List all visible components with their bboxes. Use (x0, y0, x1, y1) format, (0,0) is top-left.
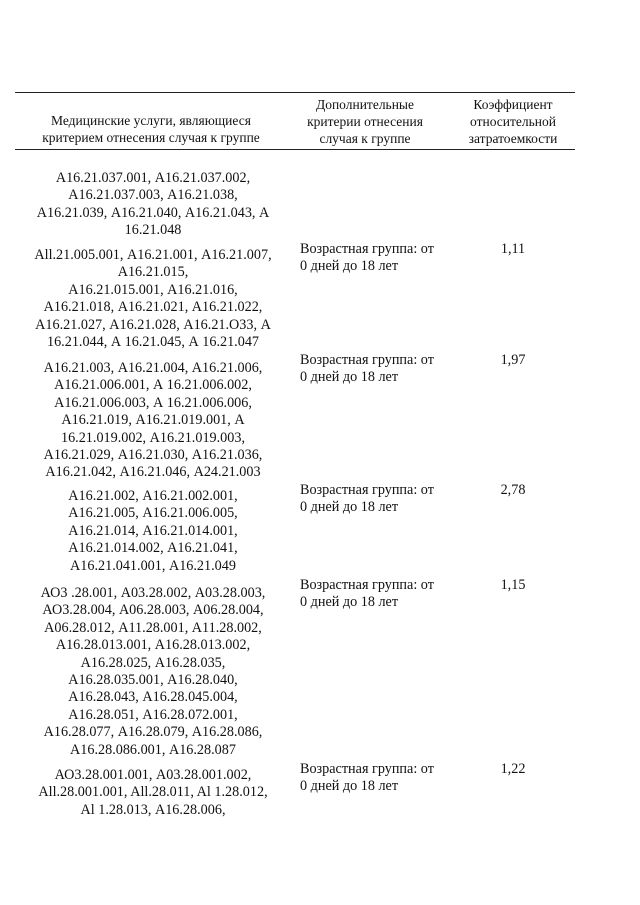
row-coefficient: 2,78 (500, 482, 526, 498)
table-header-rule (15, 149, 575, 150)
header-services-line: Медицинские услуги, являющиеся (51, 113, 251, 128)
service-line: АО3 .28.001, А03.28.002, А03.28.003, (40, 585, 266, 601)
criteria-line: 0 дней до 18 лет (300, 258, 399, 275)
header-criteria-line: Дополнительные (315, 97, 414, 112)
service-line: А16.21.042, А16.21.046, А24.21.003 (45, 464, 261, 481)
service-line: А16.28.025, А16.28.035, (80, 654, 226, 671)
criteria-line: 0 дней до 18 лет (300, 499, 399, 516)
table-top-rule (15, 92, 575, 93)
service-line: All.28.001.001, All.28.011, Al 1.28.012, (38, 784, 268, 801)
header-coefficient (454, 96, 572, 147)
row-services (18, 488, 288, 575)
service-line: А16.21.006.001, А 16.21.006.002, (54, 377, 252, 394)
criteria-line: 0 дней до 18 лет (300, 369, 399, 386)
header-coefficient-line: Коэффициент (473, 97, 553, 112)
header-services-line: критерием отнесения случая к группе (42, 130, 260, 145)
service-line: А16.28.043, А16.28.045.004, (68, 689, 238, 706)
row-coefficient: 1,97 (500, 352, 526, 368)
service-line: А16.28.077, А16.28.079, А16.28.086, (43, 724, 263, 741)
service-line: All.21.005.001, А16.21.001, А16.21.007, (34, 247, 272, 263)
header-coefficient-line: относительной (470, 114, 556, 129)
service-line: 16.21.019.002, А16.21.019.003, (60, 429, 246, 446)
service-line: Al 1.28.013, А16.28.006, (80, 801, 226, 818)
criteria-line: Возрастная группа: от (300, 482, 434, 498)
row-coefficient: 1,11 (500, 241, 526, 257)
service-line: 16.21.044, А 16.21.045, А 16.21.047 (46, 334, 260, 351)
service-line: А16.21.002, А16.21.002.001, (68, 488, 238, 504)
criteria-line: Возрастная группа: от (300, 352, 434, 368)
service-line: А16.21.005, А16.21.006.005, (68, 505, 238, 522)
row-coefficient: 1,22 (500, 761, 526, 777)
header-criteria-line: случая к группе (319, 131, 411, 146)
service-line: А16.28.086.001, А16.28.087 (70, 741, 236, 758)
row-criteria (300, 482, 460, 517)
header-coefficient-line: затратоемкости (468, 131, 558, 146)
service-line: А16.21.029, А16.21.030, А16.21.036, (43, 447, 263, 464)
row-criteria (300, 577, 460, 612)
row-services (18, 247, 288, 351)
row-criteria (300, 761, 460, 796)
service-line: А16.21.027, А16.21.028, А16.21.О33, А (35, 316, 271, 333)
row-coefficient: 1,15 (500, 577, 526, 593)
service-line: А16.28.013.001, А16.28.013.002, (55, 637, 251, 654)
service-line: А16.21.014, А16.21.014.001, (68, 522, 238, 539)
service-line: А16.21.041.001, А16.21.049 (70, 557, 236, 574)
header-services (15, 112, 287, 146)
service-line: А16.21.015, (117, 264, 189, 281)
criteria-line: Возрастная группа: от (300, 761, 434, 777)
row-criteria (300, 241, 460, 276)
service-line: А16.21.014.002, А16.21.041, (68, 540, 238, 557)
service-line: А16.21.037.001, А16.21.037.002, (55, 170, 251, 186)
service-line: АО3.28.004, А06.28.003, А06.28.004, (42, 602, 264, 619)
row-services (18, 585, 288, 759)
service-line: А16.21.018, А16.21.021, А16.21.022, (43, 299, 263, 316)
service-line: А06.28.012, А11.28.001, А11.28.002, (44, 619, 262, 636)
service-line: А16.21.037.003, А16.21.038, (68, 187, 238, 204)
service-line: А16.21.003, А16.21.004, А16.21.006, (43, 360, 263, 376)
criteria-line: 0 дней до 18 лет (300, 778, 399, 795)
header-criteria (292, 96, 438, 147)
service-line: А16.21.039, А16.21.040, А16.21.043, А (36, 204, 270, 221)
row-services (18, 767, 288, 819)
header-criteria-line: критерии отнесения (307, 114, 423, 129)
service-line: А16.21.015.001, А16.21.016, (68, 281, 238, 298)
service-line: А16.28.035.001, А16.28.040, (68, 672, 238, 689)
criteria-line: 0 дней до 18 лет (300, 594, 399, 611)
row-services (18, 170, 288, 240)
service-line: А16.21.019, А16.21.019.001, А (61, 412, 245, 429)
criteria-line: Возрастная группа: от (300, 577, 434, 593)
row-services (18, 360, 288, 482)
service-line: АО3.28.001.001, А03.28.001.002, (54, 767, 252, 783)
criteria-line: Возрастная группа: от (300, 241, 434, 257)
row-criteria (300, 352, 460, 387)
service-line: А16.28.051, А16.28.072.001, (68, 706, 238, 723)
service-line: А16.21.006.003, А 16.21.006.006, (54, 394, 252, 411)
service-line: 16.21.048 (124, 222, 182, 239)
